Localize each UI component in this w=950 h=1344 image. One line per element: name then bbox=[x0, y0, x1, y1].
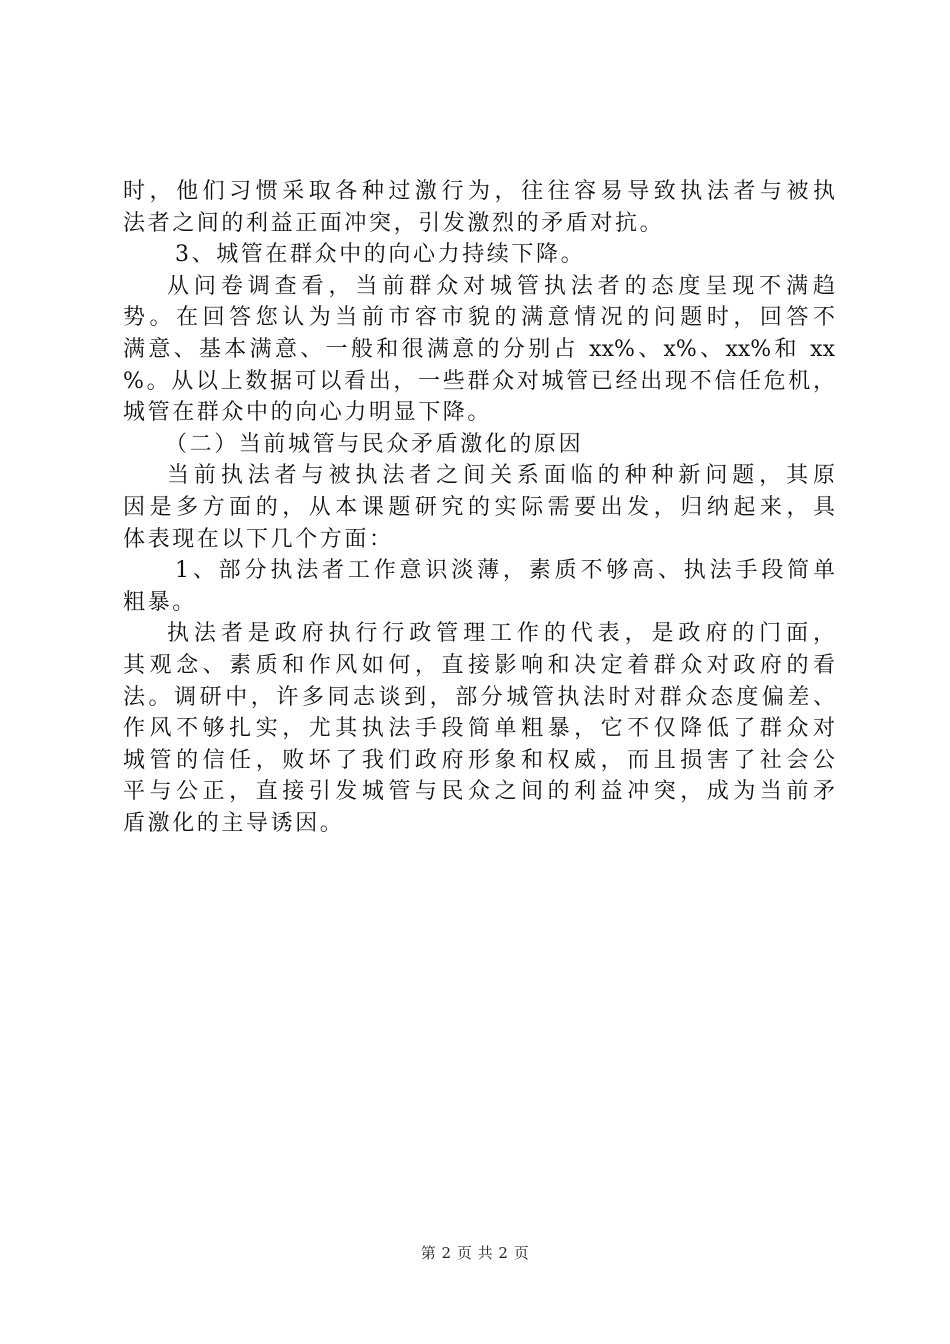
text-line: 时，他们习惯采取各种过激行为，往往容易导致执法者与被执 bbox=[123, 179, 835, 204]
text-line: 体表现在以下几个方面： bbox=[123, 526, 394, 552]
text-line: 城管在群众中的向心力明显下降。 bbox=[123, 400, 493, 426]
text-line: 满意、基本满意、一般和很满意的分别占 xx%、x%、xx%和 xx bbox=[123, 336, 835, 362]
text-line: 城管的信任，败坏了我们政府形象和权威，而且损害了社会公 bbox=[123, 747, 835, 773]
text-line: 盾激化的主导诱因。 bbox=[123, 810, 345, 836]
page-number-footer: 第 2 页 共 2 页 bbox=[420, 1244, 530, 1262]
text-line: 因是多方面的，从本课题研究的实际需要出发，归纳起来，具 bbox=[123, 494, 835, 520]
section-heading: 1、部分执法者工作意识淡薄，素质不够高、执法手段简单 bbox=[175, 558, 835, 584]
text-line: 法者之间的利益正面冲突，引发激烈的矛盾对抗。 bbox=[123, 210, 665, 236]
text-line: 执法者是政府执行行政管理工作的代表，是政府的门面， bbox=[167, 621, 835, 647]
document-body bbox=[123, 176, 835, 839]
text-line: 势。在回答您认为当前市容市貌的满意情况的问题时，回答不 bbox=[123, 305, 835, 331]
text-line: 作风不够扎实，尤其执法手段简单粗暴，它不仅降低了群众对 bbox=[123, 716, 835, 742]
text-line: 从问卷调查看，当前群众对城管执法者的态度呈现不满趋 bbox=[167, 273, 835, 299]
text-line: %。从以上数据可以看出，一些群众对城管已经出现不信任危机， bbox=[123, 368, 835, 394]
section-heading: 3、城管在群众中的向心力持续下降。 bbox=[175, 242, 586, 268]
subsection-heading: （二）当前城管与民众矛盾激化的原因 bbox=[165, 431, 584, 457]
text-line: 当前执法者与被执法者之间关系面临的种种新问题，其原 bbox=[167, 463, 835, 489]
text-line: 其观念、素质和作风如何，直接影响和决定着群众对政府的看 bbox=[123, 652, 835, 678]
text-line: 法。调研中，许多同志谈到，部分城管执法时对群众态度偏差、 bbox=[123, 684, 835, 710]
section-heading: 粗暴。 bbox=[123, 589, 197, 615]
text-line: 平与公正，直接引发城管与民众之间的利益冲突，成为当前矛 bbox=[123, 779, 835, 805]
